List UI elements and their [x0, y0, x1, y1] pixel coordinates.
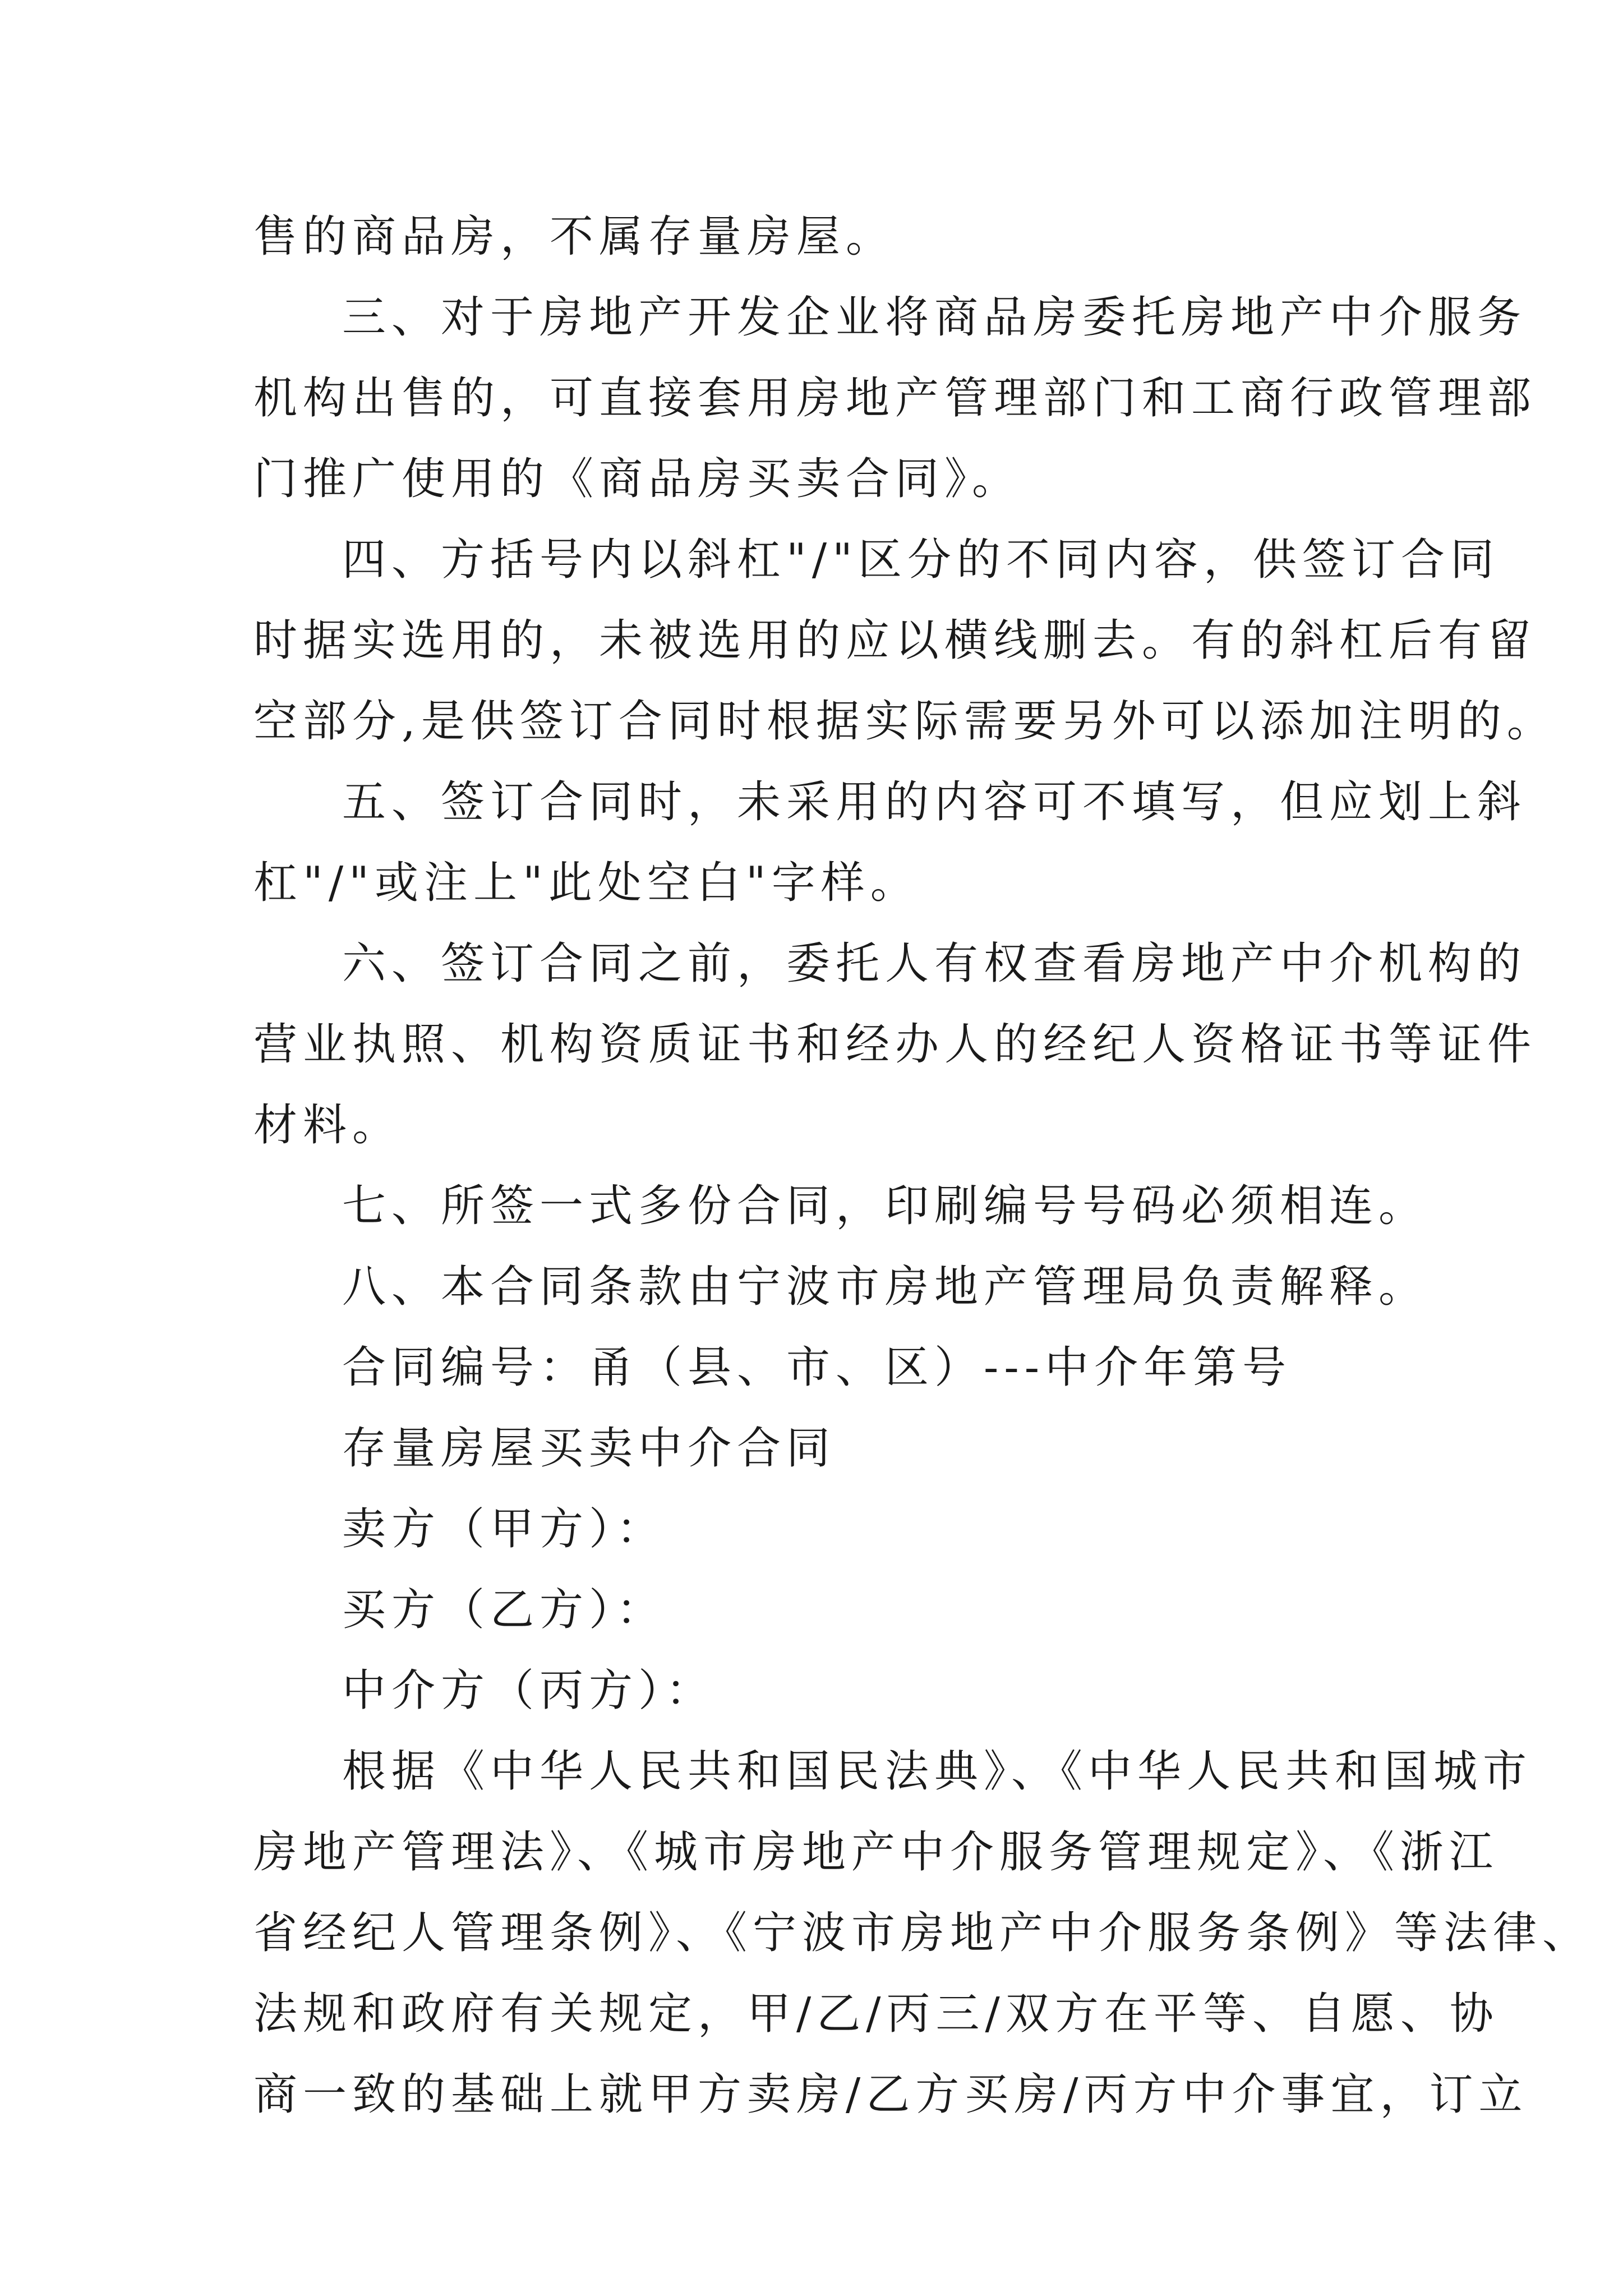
agent-party-label: 中介方（丙方）：	[342, 1665, 716, 1716]
contract-number-line: 合同编号：甬（县、市、区）---中介年第号	[342, 1342, 1292, 1393]
text-line: 房地产管理法》、《城市房地产中介服务管理规定》、《浙江	[253, 1827, 1499, 1878]
text-line: 营业执照、机构资质证书和经办人的经纪人资格证书等证件	[253, 1019, 1537, 1070]
buyer-party-label: 买方（乙方）：	[342, 1585, 666, 1635]
text-line: 八、本合同条款由宁波市房地产管理局负责解释。	[342, 1262, 1428, 1312]
text-line: 空部分,是供签订合同时根据实际需要另外可以添加注明的。	[253, 696, 1556, 747]
document-body	[253, 196, 1592, 2135]
text-line: 六、签订合同之前，委托人有权查看房地产中介机构的	[342, 938, 1527, 989]
text-line: 杠"/"或注上"此处空白"字样。	[253, 858, 920, 908]
text-line: 省经纪人管理条例》、《宁波市房地产中介服务条例》等法律、	[253, 1908, 1592, 1958]
text-line: 机构出售的，可直接套用房地产管理部门和工商行政管理部	[253, 373, 1537, 424]
text-line: 时据实选用的，未被选用的应以横线删去。有的斜杠后有留	[253, 615, 1537, 666]
contract-title: 存量房屋买卖中介合同	[342, 1423, 836, 1474]
seller-party-label: 卖方（甲方）：	[342, 1504, 666, 1554]
text-line: 售的商品房，不属存量房屋。	[253, 211, 896, 262]
text-line: 五、签订合同时，未采用的内容可不填写，但应划上斜	[342, 777, 1527, 827]
text-line: 法规和政府有关规定，甲/乙/丙三/双方在平等、自愿、协	[253, 1989, 1499, 2039]
text-line: 材料。	[253, 1100, 402, 1151]
text-line: 根据《中华人民共和国民法典》、《中华人民共和国城市	[342, 1746, 1533, 1797]
text-line: 四、方括号内以斜杠"/"区分的不同内容，供签订合同	[342, 535, 1500, 585]
text-line: 七、所签一式多份合同，印刷编号号码必须相连。	[342, 1181, 1428, 1231]
text-line: 商一致的基础上就甲方卖房/乙方买房/丙方中介事宜，订立	[253, 2069, 1528, 2120]
text-line: 三、对于房地产开发企业将商品房委托房地产中介服务	[342, 292, 1527, 343]
text-line: 门推广使用的《商品房买卖合同》。	[253, 454, 1022, 504]
